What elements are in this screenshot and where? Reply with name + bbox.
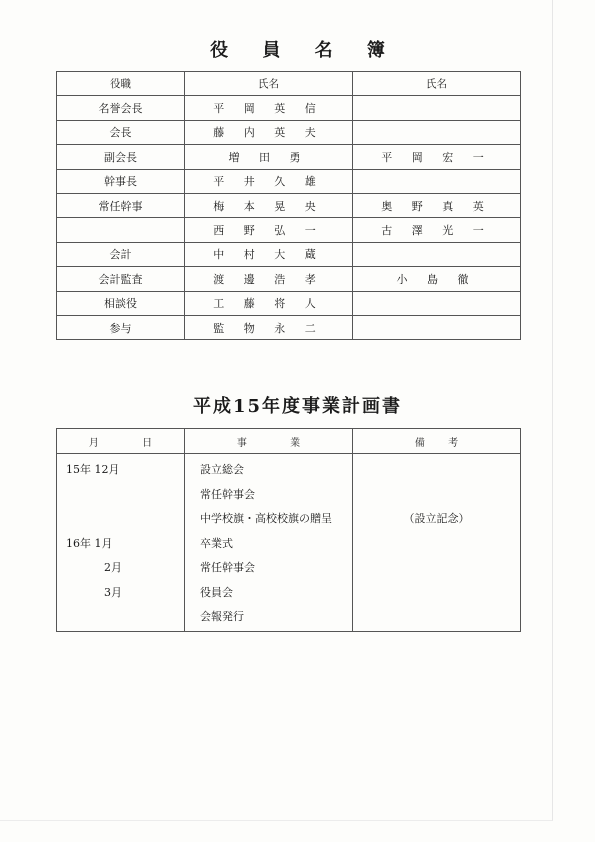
date-item bbox=[58, 483, 183, 508]
event-item: 卒業式 bbox=[200, 536, 233, 550]
plan-title: 平成15年度事業計画書 bbox=[192, 396, 403, 417]
plan-table bbox=[56, 428, 521, 632]
table-row bbox=[57, 145, 521, 169]
plan-header-row bbox=[57, 429, 521, 454]
date-item bbox=[58, 605, 183, 630]
header-note: 備 考 bbox=[353, 429, 521, 454]
header-role: 役職 bbox=[57, 72, 185, 96]
name-cell-2 bbox=[353, 120, 521, 144]
header-name-2: 氏名 bbox=[353, 72, 521, 96]
table-row bbox=[57, 315, 521, 339]
role-cell: 会長 bbox=[57, 120, 185, 144]
table-row bbox=[57, 169, 521, 193]
date-item: 2月 bbox=[104, 561, 122, 574]
role-cell: 参与 bbox=[57, 315, 185, 339]
name-cell: 増 田 勇 bbox=[185, 145, 353, 169]
name-cell-2: 奥 野 真 英 bbox=[353, 193, 521, 217]
table-row bbox=[57, 193, 521, 217]
name-cell: 工 藤 将 人 bbox=[185, 291, 353, 315]
event-item: 会報発行 bbox=[200, 610, 244, 623]
table-row bbox=[57, 120, 521, 144]
header-name: 氏名 bbox=[185, 72, 353, 96]
plan-body-row bbox=[57, 454, 521, 632]
note-item bbox=[354, 581, 519, 606]
note-item: （設立記念） bbox=[403, 512, 470, 525]
event-item: 設立総会 bbox=[200, 463, 244, 476]
name-cell: 監 物 永 二 bbox=[185, 315, 353, 339]
note-item bbox=[354, 532, 519, 557]
role-cell: 会計監査 bbox=[57, 267, 185, 291]
name-cell-2 bbox=[353, 96, 521, 120]
note-item bbox=[354, 556, 519, 581]
table-row bbox=[57, 242, 521, 266]
note-item bbox=[354, 483, 519, 508]
role-cell: 幹事長 bbox=[57, 169, 185, 193]
date-item: 16年 1月 bbox=[66, 536, 113, 550]
event-item: 役員会 bbox=[200, 585, 233, 599]
name-cell: 西 野 弘 一 bbox=[185, 218, 353, 242]
roster-title: 役 員 名 簿 bbox=[210, 40, 399, 61]
table-row bbox=[57, 96, 521, 120]
role-cell: 会計 bbox=[57, 242, 185, 266]
name-cell-2: 古 澤 光 一 bbox=[353, 218, 521, 242]
name-cell: 平 岡 英 信 bbox=[185, 96, 353, 120]
name-cell-2 bbox=[353, 291, 521, 315]
table-row bbox=[57, 291, 521, 315]
name-cell: 平 井 久 雄 bbox=[185, 169, 353, 193]
header-date: 月 日 bbox=[57, 429, 185, 454]
name-cell: 梅 本 晃 央 bbox=[185, 193, 353, 217]
role-cell: 名誉会長 bbox=[57, 96, 185, 120]
name-cell-2 bbox=[353, 315, 521, 339]
date-item: 15年 12月 bbox=[66, 463, 120, 476]
event-item: 常任幹事会 bbox=[200, 487, 255, 501]
roster-header-row bbox=[57, 72, 521, 96]
role-cell: 常任幹事 bbox=[57, 193, 185, 217]
name-cell: 藤 内 英 夫 bbox=[185, 120, 353, 144]
name-cell-2: 小 島 徹 bbox=[353, 267, 521, 291]
table-row bbox=[57, 267, 521, 291]
date-item: 3月 bbox=[104, 585, 122, 599]
role-cell: 副会長 bbox=[57, 145, 185, 169]
table-row bbox=[57, 218, 521, 242]
roster-table bbox=[56, 71, 521, 340]
name-cell: 渡 邊 浩 孝 bbox=[185, 267, 353, 291]
event-item: 常任幹事会 bbox=[200, 561, 255, 574]
name-cell-2 bbox=[353, 169, 521, 193]
event-column bbox=[185, 454, 353, 632]
name-cell-2: 平 岡 宏 一 bbox=[353, 145, 521, 169]
note-item bbox=[354, 605, 519, 630]
date-item bbox=[58, 507, 183, 532]
role-cell bbox=[57, 218, 185, 242]
note-column bbox=[353, 454, 521, 632]
name-cell: 中 村 大 蔵 bbox=[185, 242, 353, 266]
name-cell-2 bbox=[353, 242, 521, 266]
event-item: 中学校旗・高校校旗の贈呈 bbox=[200, 512, 332, 525]
date-column bbox=[57, 454, 185, 632]
note-item bbox=[354, 458, 519, 483]
header-event: 事 業 bbox=[185, 429, 353, 454]
role-cell: 相談役 bbox=[57, 291, 185, 315]
